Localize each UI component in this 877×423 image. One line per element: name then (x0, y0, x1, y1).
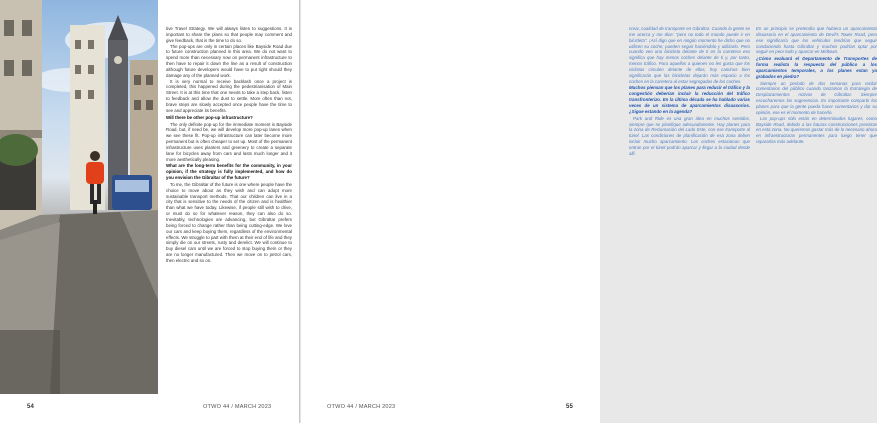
left-article-column (166, 26, 292, 264)
left-paragraph-4: The only definite pop-up for the immediate moment is Bayside Road, but, if need be, we will develop more pop-up lanes when we see these fit. Pop-up infrastructure can later become more permanent but is often cheaper to set up. Most of the permanent infrastructure uses planters and greenery to create a separate lane for bicycles away from cars and lasts much longer and it more aesthetically pleasing. (166, 121, 292, 162)
right-article-column-2 (756, 26, 877, 145)
left-question-1: Will there be other pop-up infrastructure? (166, 114, 253, 120)
right-paragraph-1: crear, cualidad de transporte en Gibraltar. Cuando la gente se me acerca y me dice: "pero no todo el mundo puede ir en bicicleta". ¡Así digo que en ningún momento he dicho que no utilicen su coche; pueden seguir haciéndolo y utilizarlo. Pero cuando veo uno bicicleta delante de ti en la carretera eso significa que hay menos coches delante de ti y, por tanto, menos tráfico. Para aquellos a quienes no les gusta que los ciclistas circulen delante de ellos, hoy caminos bien significarán que las bicicletas dejarán más espacio a los coches en la carretera al estar segregados de los coches. (629, 26, 750, 84)
left-footer-title: OTWO 44 / MARCH 2023 (203, 404, 272, 410)
right-article-column-1 (629, 26, 750, 157)
left-paragraph-1: tive Travel Strategy. We will always listen to suggestions. It is important to share the plans so that people may comment and give feedback, that is the time to do so. (166, 26, 292, 43)
left-paragraph-2: The pop-ups are only in certain places like Bayside Road due to future construction planned in this area. We do not want to spend more than necessary now on permanent infrastructure to then have to repair it down the line as a result of construction although future developers would have to put right should they damage any of the planned work. (166, 43, 292, 78)
right-footer-title: OTWO 44 / MARCH 2023 (327, 404, 396, 410)
right-paragraph-5: Los pop-ups sólo están en determinados lugares, como Bayside Road, debido a las futuras construcciones previstas en esta zona. No queremos gastar más de lo necesario ahora en infraestructuras permanentes para luego tener que repararlas más adelante. (756, 115, 877, 145)
right-question-1: Muchos piensan que los planes para reducir el tráfico y la congestión deberían incluir la reducción del tráfico transfronterizo. En la última década se ha hablado varias veces de un sistema de aparcamientos disuasorios. ¿Sigue estando en la agenda? (629, 85, 750, 114)
right-question-2: ¿Cómo evaluará el Departamento de Transportes de forma realista la respuesta del público a los aparcamientos temporales, a los planes estan ya grabados en piedra? (756, 56, 877, 79)
right-paragraph-3: En un principio se pretendía que hubiera un aparcamiento disuasorio en el aparcamiento de Devil's Tower Road, pero ese significaría que los vehículos tendrían que seguir conduciendo hasta Gibraltar y muchos podrían optar por seguir en peor todo y aparcar en Midtown. (756, 26, 877, 55)
right-paragraph-4: Siempre un periodo de dos semanas para recibir comentarios del público cuando lanzamos la Estrategia de Desplazamientos Activos de Gibraltar. Siempre escucharemos las sugerencias. Es importante compartir los planes para que la gente pueda hacer comentarios y dar su opinión, ese es el momento de hacerlo. (756, 80, 877, 115)
right-page-number: 55 (566, 404, 574, 410)
left-page (0, 0, 299, 423)
left-paragraph-3: It is very normal to receive backlash once a project is completed, this happened during the pedestrianisation of Main Street. It is at this time that one needs to take a step back, listen to feedback and allow the dust to settle. More often than not, brave steps are slowly accepted once people have the time to see and appreciate its benefits. (166, 78, 292, 113)
right-page (301, 0, 877, 423)
left-question-2: What are the long-term benefits for the community, in your opinion, if the strategy is fully implemented, and how do you envision the Gibraltar of the future? (166, 163, 292, 181)
left-paragraph-5: To me, the Gibraltar of the future is one where people have the choice to move about as they wish and can adopt more sustainable transport methods. That our children can live in a city that is sensitive to the needs of the citizen and is healthier than what we have today. Likewise, if people still wish to drive, or must do so for whatever reason, they can also do so. Inevitably, technologies are advancing, but Gibraltar prefers being forced to change rather than being cutting-edge. We love our cars and keep buying them, regardless of the environmental effects. We struggle to part with them at their end of life and they simply die on our streets, rusty and derelict. We will continue to buy diesel cars until we are forced to stop buying them or they are no longer manufactured. Then we move on to petrol cars, then electric and so on. (166, 181, 292, 263)
cyclist-photo-illustration (0, 0, 158, 394)
left-page-number: 54 (27, 404, 35, 410)
right-paragraph-2: Park and Ride es una gran idea en muchos sentidos, siempre que se planifique adecuadamente. Hay planes para la zona de Reclamación del Lado Este, con ese transporte al túnel. Las condiciones de planificación de esa zona deben incluir mucho aparcamiento. Los coches estacionan que entran por el túnel podrán aparcar y llegar a la ciudad desde allí. (629, 115, 750, 156)
cyclist-photo (0, 0, 158, 394)
